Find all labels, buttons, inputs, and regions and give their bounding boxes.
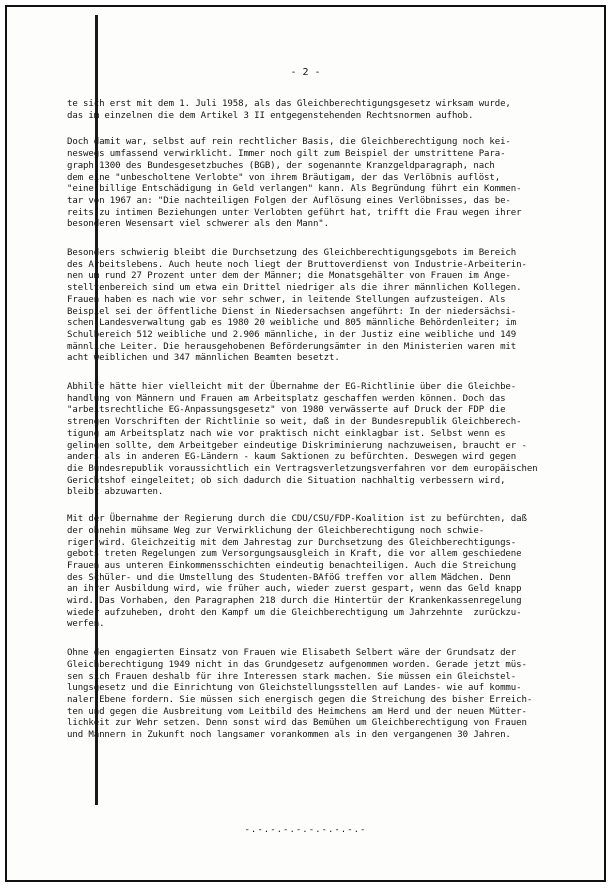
paragraph [67, 137, 557, 231]
text-line: lichkeit zur Wehr setzen. Denn sonst wird das Bemühen um Gleichberechtigung von Frauen [67, 718, 527, 729]
footer-divider: -.-.-.-.-.-.-.-.-.- [244, 825, 367, 835]
paragraph [67, 248, 557, 365]
page-number: - 2 - [290, 67, 321, 78]
text-line: und Männern in Zukunft noch langsamer vorankommen als in den vergangenen 30 Jahren. [67, 730, 511, 741]
text-line: wieder aufzuheben, droht den Kampf um die Gleichberechtigung um Jahrzehnte zurückzu- [67, 607, 522, 618]
text-line: wird. Das Vorhaben, den Paragraphen 218 durch die Hintertür der Krankenkassenregelung [67, 596, 522, 607]
text-line: reits zu intimen Beziehungen unter Verlobten geführt hat, trifft die Frau wegen ihrer [67, 207, 522, 218]
document-page [5, 5, 606, 882]
paragraph [67, 382, 557, 499]
text-line: Ohne den engagierten Einsatz von Frauen wie Elisabeth Selbert wäre der Grundsatz der [67, 648, 517, 659]
text-line: Frauen haben es nach wie vor sehr schwer, in leitende Stellungen aufzusteigen. Als [67, 294, 506, 305]
text-line: ten und gegen die Ausbreitung vom Leitbild des Heimchens am Herd und der neuen Mütter- [67, 706, 527, 717]
text-line: "arbeitsrechtliche EG-Anpassungsgesetz" von 1980 verwässerte auf Druck der FDP die [67, 405, 506, 416]
text-line: Gleichberechtigung 1949 nicht in das Grundgesetz aufgenommen worden. Gerade jetzt müs- [67, 659, 527, 670]
text-line: te sich erst mit dem 1. Juli 1958, als das Gleichberechtigungsgesetz wirksam wurde, [67, 99, 511, 109]
text-line: tar von 1967 an: "Die nachteiligen Folgen der Auflösung eines Verlöbnisses, das be- [67, 195, 511, 206]
text-line: Gerichtshof eingeleitet; ob sich dadurch die Situation nachhaltig verbessern wird, [67, 475, 506, 486]
text-line: der ohnehin mühsame Weg zur Verwirklichung der Gleichberechtigung noch schwie- [67, 525, 485, 536]
text-line: graph 1300 des Bundesgesetzbuches (BGB), der sogenannte Kranzgeldparagraph, nach [67, 160, 495, 171]
text-line: strengen Vorschriften der Richtlinie so weit, daß in der Bundesrepublik Gleichberech- [67, 417, 522, 428]
text-line: stelltenbereich sind um etwa ein Drittel niedriger als die ihrer männlichen Kollegen. [67, 283, 522, 294]
text-line: des Arbeitslebens. Auch heute noch liegt der Bruttoverdienst von Industrie-Arbeiterin- [67, 259, 527, 270]
document-body [67, 99, 557, 755]
text-line: Mit der Übernahme der Regierung durch die CDU/CSU/FDP-Koalition ist zu befürchten, daß [67, 514, 527, 525]
text-line: werfen. [67, 619, 105, 630]
text-line: des Schüler- und die Umstellung des Studenten-BAföG treffen vor allem Mädchen. Denn [67, 572, 511, 583]
text-line: Abhilfe hätte hier vielleicht mit der Übernahme der EG-Richtlinie über die Gleichbe- [67, 382, 517, 393]
text-line: acht weiblichen und 347 männlichen Beamten besetzt. [67, 353, 340, 364]
text-line: besonderen Wesensart viel schwerer als den Mann". [67, 219, 329, 230]
text-line: Schulbereich 512 weibliche und 2.906 männliche, in der Justiz eine weibliche und 149 [67, 329, 517, 340]
text-line: gebots treten Regelungen zum Versorgungsausgleich in Kraft, die vor allem geschiedene [67, 549, 522, 560]
text-line: handlung von Männern und Frauen am Arbeitsplatz geschaffen werden können. Doch das [67, 393, 506, 404]
text-line: lungsgesetz und die Einrichtung von Gleichstellungsstellen auf Landes- wie auf kommu- [67, 683, 522, 694]
text-line: nen um rund 27 Prozent unter dem der Männer; die Monatsgehälter von Frauen im Ange- [67, 271, 511, 282]
paragraph [67, 99, 557, 122]
text-line: tigung am Arbeitsplatz nach wie vor praktisch nicht einklagbar ist. Selbst wenn es [67, 428, 506, 439]
paragraph [67, 514, 557, 631]
text-line: männliche Leiter. Die herausgehobenen Beförderungsämter in den Ministerien waren mit [67, 341, 517, 352]
text-line: Besonders schwierig bleibt die Durchsetzung des Gleichberechtigungsgebots im Bereich [67, 248, 517, 259]
text-line: bleibt abzuwarten. [67, 487, 164, 498]
text-line: die Bundesrepublik voraussichtlich ein Vertragsverletzungsverfahren vor dem europäischen [67, 463, 538, 474]
text-line: schen Landesverwaltung gab es 1980 20 weibliche und 805 männliche Behördenleiter; im [67, 318, 517, 329]
text-line: sen sich Frauen deshalb für ihre Interessen stark machen. Sie müssen ein Gleichstel- [67, 671, 517, 682]
text-line: gelingen sollte, dem Arbeitgeber eindeutige Diskriminierung nachzuweisen, braucht er - [67, 440, 527, 451]
text-line: anders als in anderen EG-Ländern - kaum Saktionen zu befürchten. Deswegen wird gegen [67, 452, 517, 463]
text-line: das im einzelnen die dem Artikel 3 II entgegenstehenden Rechtsnormen aufhob. [67, 110, 474, 121]
text-line: Beispiel sei der öffentliche Dienst in Niedersachsen angeführt: In der niedersächsi- [67, 306, 517, 317]
text-line: naler Ebene fordern. Sie müssen sich energisch gegen die Streichung des bisher Erreich- [67, 694, 533, 705]
text-line: dem eine "unbescholtene Verlobte" von ihrem Bräutigam, der das Verlöbnis auflöst, [67, 172, 501, 183]
text-line: riger wird. Gleichzeitig mit dem Jahrestag zur Durchsetzung des Gleichberechtigungs- [67, 537, 517, 548]
paragraph [67, 648, 557, 742]
text-line: Frauen aus unteren Einkommensschichten eindeutig benachteiligen. Auch die Streichung [67, 560, 517, 571]
text-line: "eine billige Entschädigung in Geld verlangen" kann. Als Begründung führt ein Kommen- [67, 184, 522, 195]
text-line: an ihrer Ausbildung wird, wie früher auch, wieder zuerst gespart, wenn das Geld knapp [67, 584, 522, 595]
text-line: Doch damit war, selbst auf rein rechtlicher Basis, die Gleichberechtigung noch kei- [67, 137, 511, 148]
text-line: neswegs umfassend verwirklicht. Immer noch gilt zum Beispiel der umstrittene Para- [67, 149, 506, 160]
